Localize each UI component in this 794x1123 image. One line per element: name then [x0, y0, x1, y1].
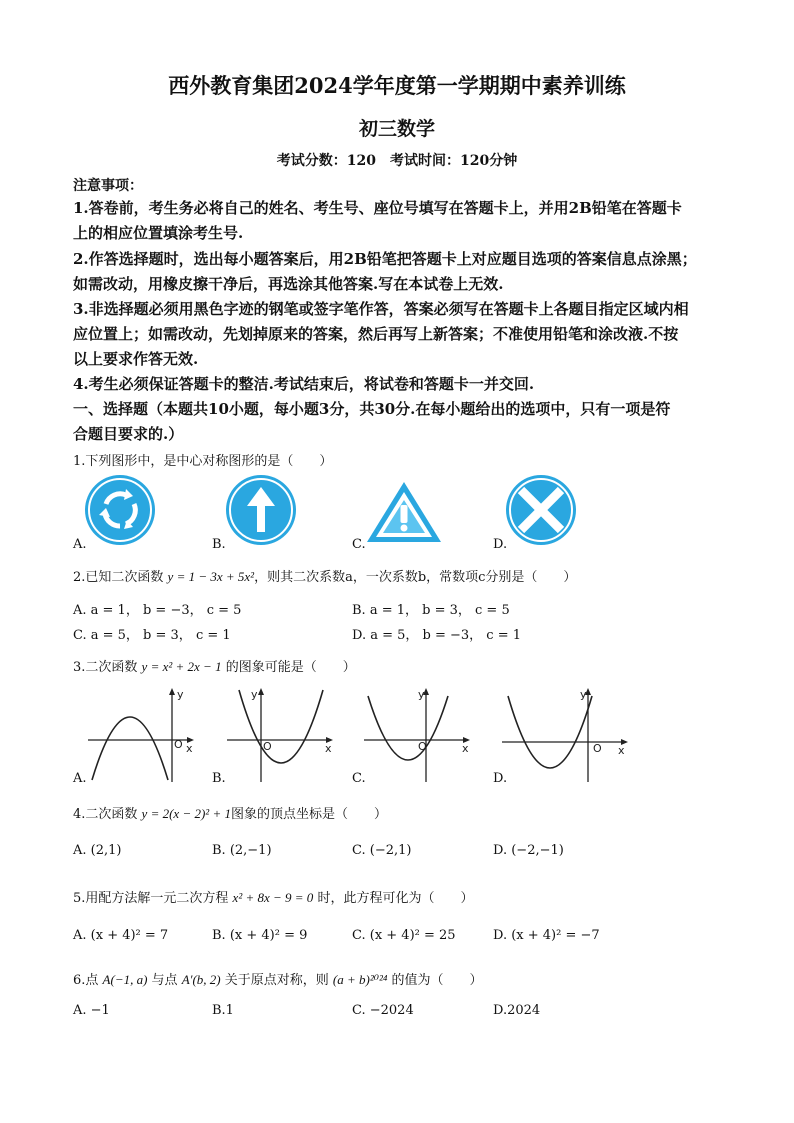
- roundabout-sign-icon: [84, 474, 156, 546]
- q6-stem-mid-2: 关于原点对称，则: [220, 973, 333, 988]
- q6-formula-3: (a + b)²⁰²⁴: [332, 972, 388, 987]
- axis-x-label: x: [325, 742, 332, 755]
- section-1-line-2: 合题目要求的.）: [73, 425, 184, 443]
- q3-stem: [73, 656, 356, 675]
- q3-option-a-label: A.: [73, 771, 87, 786]
- q6-option-c: C. −2024: [352, 1003, 414, 1018]
- origin-label: O: [174, 738, 183, 751]
- origin-label: O: [263, 740, 272, 753]
- note-3-line-2: 应位置上；如需改动，先划掉原来的答案，然后再写上新答案；不准使用铅笔和涂改液.不按: [73, 325, 679, 343]
- note-4: 4.考生必须保证答题卡的整洁.考试结束后，将试卷和答题卡一并交回.: [73, 375, 535, 393]
- q2-formula: y = 1 − 3x + 5x²: [167, 569, 255, 584]
- q3-stem-pre: 3.二次函数: [73, 660, 142, 675]
- q3-option-c-label: C.: [352, 771, 366, 786]
- q3-option-b-label: B.: [212, 771, 226, 786]
- q6-option-d: D.2024: [493, 1003, 541, 1018]
- page-title: 西外教育集团2024学年度第一学期期中素养训练: [168, 73, 626, 98]
- q6-option-a: A. −1: [73, 1003, 110, 1018]
- q6-stem-mid-1: 与点: [147, 973, 182, 988]
- exam-info: 考试分数：120 考试时间：120分钟: [276, 153, 518, 169]
- q2-option-b: B. a = 1， b = 3， c = 5: [352, 603, 510, 618]
- warning-triangle-icon: [365, 480, 443, 544]
- q3-graph-d: [500, 688, 630, 784]
- note-1-line-2: 上的相应位置填涂考生号.: [73, 224, 244, 242]
- axis-x-label: x: [618, 744, 625, 757]
- q6-stem: [73, 969, 483, 988]
- q3-option-d-label: D.: [493, 771, 508, 786]
- q4-option-a: A. (2,1): [73, 843, 122, 858]
- q4-option-c: C. (−2,1): [352, 843, 412, 858]
- q5-option-b: B. (x + 4)² = 9: [212, 928, 308, 943]
- q2-stem-pre: 2.已知二次函数: [73, 570, 168, 585]
- q5-formula: x² + 8x − 9 = 0: [232, 890, 314, 905]
- up-arrow-sign-icon: [225, 474, 297, 546]
- q4-stem-post: 图象的顶点坐标是（ ）: [230, 807, 387, 822]
- subject-title: 初三数学: [358, 118, 435, 140]
- axis-y-label: y: [580, 688, 587, 701]
- q4-option-b: B. (2,−1): [212, 843, 272, 858]
- note-2-line-1: 2.作答选择题时，选出每小题答案后，用2B铅笔把答题卡上对应题目选项的答案信息点涂黑；: [73, 250, 697, 268]
- q5-option-a: A. (x + 4)² = 7: [73, 928, 169, 943]
- q6-option-b: B.1: [212, 1003, 234, 1018]
- q5-stem: [73, 887, 473, 906]
- q3-graph-a: [86, 688, 196, 784]
- q5-option-d: D. (x + 4)² = −7: [493, 928, 600, 943]
- q5-stem-post: 时，此方程可化为（ ）: [313, 891, 474, 906]
- note-1-line-1: 1.答卷前，考生务必将自己的姓名、考生号、座位号填写在答题卡上，并用2B铅笔在答题卡: [73, 199, 682, 217]
- note-2-line-2: 如需改动，用橡皮擦干净后，再选涂其他答案.写在本试卷上无效.: [73, 275, 504, 293]
- q3-graph-c: [362, 688, 472, 784]
- q3-stem-post: 的图象可能是（ ）: [221, 660, 356, 675]
- q4-option-d: D. (−2,−1): [493, 843, 564, 858]
- q1-option-a-label: A.: [73, 537, 87, 552]
- origin-label: O: [593, 742, 602, 755]
- q1-option-c-label: C.: [352, 537, 366, 552]
- origin-label: O: [418, 740, 427, 753]
- q3-graph-b: [225, 688, 335, 784]
- q2-option-c: C. a = 5， b = 3， c = 1: [73, 628, 231, 643]
- q4-stem-pre: 4.二次函数: [73, 807, 142, 822]
- note-3-line-3: 以上要求作答无效.: [73, 350, 199, 368]
- q6-formula-2: A′(b, 2): [181, 972, 221, 987]
- note-3-line-1: 3.非选择题必须用黑色字迹的钢笔或签字笔作答，答案必须写在答题卡上各题目指定区域内相: [73, 300, 689, 318]
- q1-option-d-label: D.: [493, 537, 508, 552]
- axis-y-label: y: [418, 688, 425, 701]
- q6-formula-1: A(−1, a): [102, 972, 148, 987]
- q4-formula: y = 2(x − 2)² + 1: [141, 806, 231, 821]
- q1-option-b-label: B.: [212, 537, 226, 552]
- q2-option-d: D. a = 5， b = −3， c = 1: [352, 628, 522, 643]
- axis-y-label: y: [251, 688, 258, 701]
- section-1-line-1: 一、选择题（本题共10小题，每小题3分，共30分.在每小题给出的选项中，只有一项是符: [73, 400, 671, 418]
- q2-option-a: A. a = 1， b = −3， c = 5: [73, 603, 242, 618]
- q6-stem-pre: 6.点: [73, 973, 103, 988]
- q5-stem-pre: 5.用配方法解一元二次方程: [73, 891, 233, 906]
- q1-stem: 1.下列图形中，是中心对称图形的是（ ）: [73, 454, 333, 469]
- no-stopping-x-sign-icon: [505, 474, 577, 546]
- q3-formula: y = x² + 2x − 1: [141, 659, 222, 674]
- axis-x-label: x: [186, 742, 193, 755]
- axis-x-label: x: [462, 742, 469, 755]
- q4-stem: [73, 803, 387, 822]
- axis-y-label: y: [177, 688, 184, 701]
- q6-stem-post: 的值为（ ）: [387, 973, 483, 988]
- q5-option-c: C. (x + 4)² = 25: [352, 928, 456, 943]
- q2-stem-post: ，则其二次系数a，一次系数b，常数项c分别是（ ）: [254, 570, 577, 585]
- notes-heading: 注意事项：: [73, 178, 143, 194]
- q2-stem: [73, 566, 576, 585]
